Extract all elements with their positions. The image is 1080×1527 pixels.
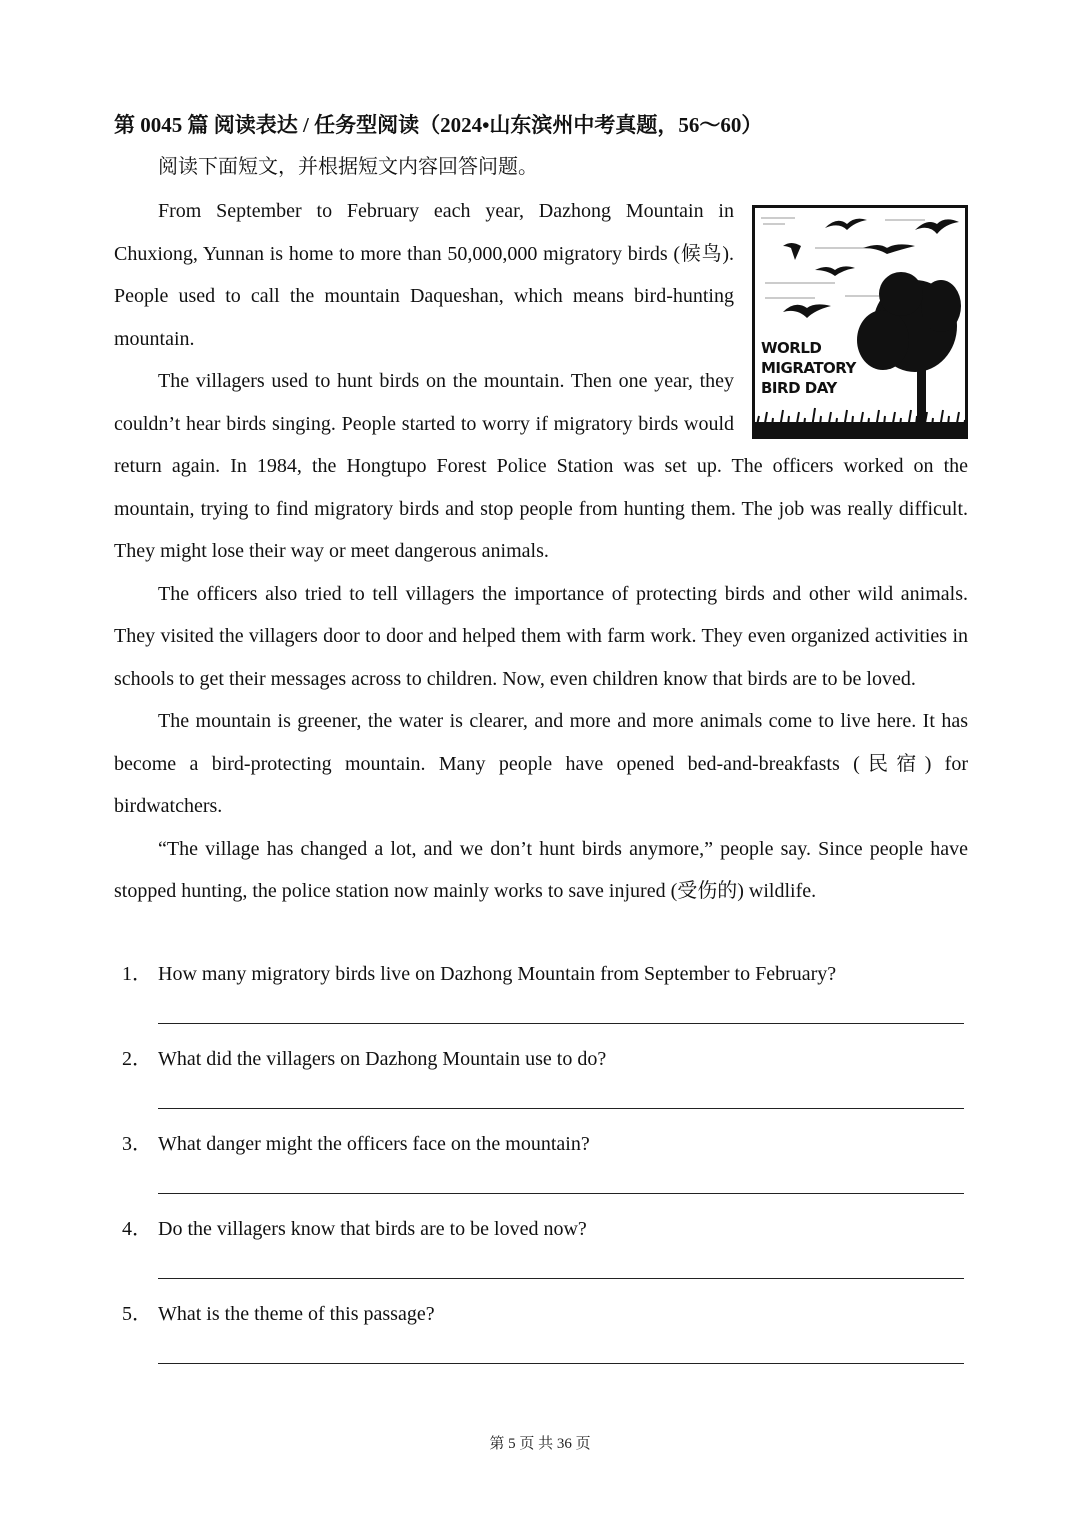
question-number: 1． [122,963,152,985]
figure-caption-line: WORLD [761,339,822,357]
question-number: 4． [122,1218,152,1240]
question-item [122,954,972,1039]
instruction: 阅读下面短文，并根据短文内容回答问题。 [158,156,538,178]
passage-paragraph: The villagers used to hunt birds on the mountain. Then one year, they couldn’t hear birds singing. People started to worry if migratory birds would return again. In 1984, the Hongtupo Forest Police Station was set up. The officers worked on the mountain, trying to find migratory birds and stop people from hunting them. The job was really difficult. They might lose their way or meet dangerous animals. [114,370,968,562]
answer-line[interactable] [158,1108,964,1109]
question-text: What is the theme of this passage? [158,1303,435,1325]
question-item [122,1124,972,1209]
question-item [122,1039,972,1124]
question-number: 2． [122,1048,152,1070]
figure-caption-line: MIGRATORY [761,359,856,377]
question-item [122,1294,972,1379]
answer-line[interactable] [158,1193,964,1194]
answer-line[interactable] [158,1363,964,1364]
question-text: How many migratory birds live on Dazhong Mountain from September to February? [158,963,837,985]
page-heading: 第 0045 篇 阅读表达 / 任务型阅读（2024•山东滨州中考真题，56～60） [114,113,763,137]
question-number: 3． [122,1133,152,1155]
passage-paragraph: The officers also tried to tell villagers the importance of protecting birds and other wild animals. They visited the villagers door to door and helped them with farm work. They even organized activities in schools to get their messages across to children. Now, even children know that birds are to be loved. [114,582,968,690]
page-footer: 第 5 页 共 36 页 [489,1436,591,1452]
passage-paragraph: From September to February each year, Dazhong Mountain in Chuxiong, Yunnan is home to more than 50,000,000 migratory birds (候鸟). People used to call the mountain Daqueshan, which means bird-hunting mountain. [114,200,734,350]
answer-line[interactable] [158,1023,964,1024]
passage [114,190,968,913]
tree-and-birds-illustration [755,208,965,436]
question-text: What did the villagers on Dazhong Mountain use to do? [158,1048,607,1070]
question-number: 5． [122,1303,152,1325]
answer-line[interactable] [158,1278,964,1279]
question-item [122,1209,972,1294]
question-text: What danger might the officers face on the mountain? [158,1133,590,1155]
figure-caption-line: BIRD DAY [761,379,837,397]
passage-paragraph: The mountain is greener, the water is clearer, and more and more animals come to live here. It has become a bird-protecting mountain. Many people have opened bed-and-breakfasts (民宿) for birdwatchers. [114,710,968,817]
question-text: Do the villagers know that birds are to be loved now? [158,1218,587,1240]
world-migratory-bird-day-illustration [752,205,968,439]
question-list [122,954,972,1379]
passage-paragraph: “The village has changed a lot, and we don’t hunt birds anymore,” people say. Since people have stopped hunting, the police station now mainly works to save injured (受伤的) wildlife. [114,837,968,902]
figure-caption [761,338,856,398]
